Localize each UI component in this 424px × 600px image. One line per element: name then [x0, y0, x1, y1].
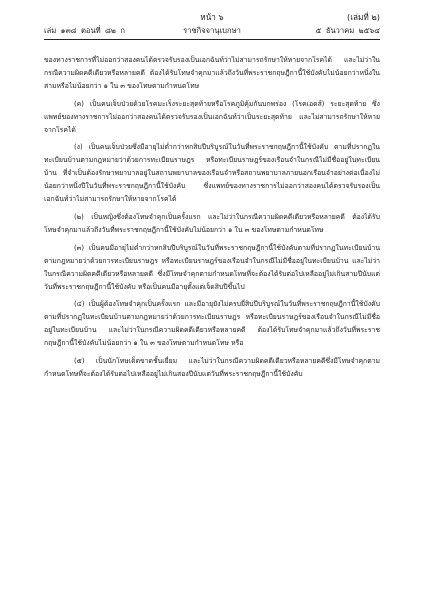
- volume-label: เล่ม ๑๓๘ ตอนที่ ๘๒ ก: [44, 26, 125, 35]
- paragraph-item-2: (๒) เป็นหญิงซึ่งต้องโทษจำคุกเป็นครั้งแรก และไม่ว่าในกรณีความผิดคดีเดียวหรือหลายคดี ต้องได้รับโทษจำคุกมาแล้วถึงวันที่พระราชกฤษฎีกานี้ใช้บังคับไม่น้อยกว่า ๑ ใน ๓ ของโทษตามกำหนดโทษ: [44, 212, 380, 234]
- paragraph-continuation: ของทางราชการที่ไม่ออกว่าสองคนได้ตรวจรับรองเป็นเอกฉันท์ว่าไม่สามารถรักษาให้หายจากโรคได้ และไม่ว่าในกรณีความผิดคดีเดียวหรือหลายคดี ต้องได้รับโทษจำคุกมาแล้วถึงวันที่พระราชกฤษฎีกานี้ใช้บังคับไม่น้อยกว่าหนึ่งในสามหรือไม่น้อยกว่า ๑ ใน ๓ ของโทษตามกำหนดโทษ: [44, 56, 380, 90]
- paragraph-item-d: (ง) เป็นคนเจ็บป่วยซึ่งมีอายุไม่ต่ำกว่าหกสิบปีบริบูรณ์ในวันที่พระราชกฤษฎีกานี้ใช้บังคับ ตามที่ปรากฏในทะเบียนบ้านตามกฎหมายว่าด้วยการทะเบียนราษฎร หรือทะเบียนราษฎร์ของเรือนจำในกรณีไม่มีชื่ออยู่ในทะเบียนบ้าน ที่จำเป็นต้องรักษาพยาบาลอยู่ในสถานพยาบาลของเรือนจำหรือสถานพยาบาลภายนอกเรือนจำอย่างต่อเนื่องไม่น้อยกว่าหนึ่งปีในวันที่พระราชกฤษฎีกานี้ใช้บังคับ ซึ่งแพทย์ของทางราชการไม่ออกว่าสองคนได้ตรวจรับรองเป็นเอกฉันท์ว่าไม่สามารถรักษาให้หายจากโรคได้: [44, 143, 380, 204]
- document-body: [44, 54, 380, 381]
- header-top-row: [44, 10, 380, 24]
- paragraph-item-c: (ค) เป็นคนเจ็บป่วยด้วยโรคมะเร็งระยะสุดท้ายหรือโรคภูมิคุ้มกันบกพร่อง (โรคเอดส์) ระยะสุดท้าย ซึ่งแพทย์ของทางราชการไม่ออกว่าสองคนได้ตรวจรับรองเป็นเอกฉันท์ว่าเป็นระยะสุดท้าย และไม่สามารถรักษาให้หายจากโรคได้: [44, 99, 380, 134]
- header-bottom-row: [44, 24, 380, 38]
- publication-title: ราชกิจจานุเบกษา: [183, 26, 241, 35]
- paragraph-item-3: (๓) เป็นคนมีอายุไม่ต่ำกว่าหกสิบปีบริบูรณ์ในวันที่พระราชกฤษฎีกานี้ใช้บังคับตามที่ปรากฏในทะเบียนบ้านตามกฎหมายว่าด้วยการทะเบียนราษฎร หรือทะเบียนราษฎร์ของเรือนจำในกรณีไม่มีชื่ออยู่ในทะเบียนบ้าน และไม่ว่าในกรณีความผิดคดีเดียวหรือหลายคดี ซึ่งมีโทษจำคุกตามกำหนดโทษที่จะต้องได้รับต่อไปเหลืออยู่ไม่เกินสามปีนับแต่วันที่พระราชกฤษฎีกานี้ใช้บังคับ หรือเป็นคนมีอายุตั้งแต่เจ็ดสิบปีขึ้นไป: [44, 243, 380, 291]
- header-divider: [44, 39, 380, 40]
- paragraph-item-5: (๕) เป็นนักโทษเด็ดขาดชั้นเยี่ยม และไม่ว่าในกรณีความผิดคดีเดียวหรือหลายคดีซึ่งมีโทษจำคุกตามกำหนดโทษที่จะต้องได้รับต่อไปเหลืออยู่ไม่เกินสองปีนับแต่วันที่พระราชกฤษฎีกานี้ใช้บังคับ: [44, 357, 380, 378]
- page-number: หน้า ๖: [200, 12, 224, 22]
- paragraph-item-4: (๔) เป็นผู้ต้องโทษจำคุกเป็นครั้งแรก และมีอายุยังไม่ครบยี่สิบปีบริบูรณ์ในวันที่พระราชกฤษฎีกานี้ใช้บังคับตามที่ปรากฏในทะเบียนบ้านตามกฎหมายว่าด้วยการทะเบียนราษฎร หรือทะเบียนราษฎร์ของเรือนจำในกรณีไม่มีชื่ออยู่ในทะเบียนบ้าน และไม่ว่าในกรณีความผิดคดีเดียวหรือหลายคดี ต้องได้รับโทษจำคุกมาแล้วถึงวันที่พระราชกฤษฎีกานี้ใช้บังคับไม่น้อยกว่า ๑ ใน ๓ ของโทษตามกำหนดโทษ หรือ: [44, 300, 380, 348]
- page-sequence-label: (เล่มที่ ๒): [347, 12, 380, 22]
- publication-date: ๕ ธันวาคม ๒๕๖๔: [315, 26, 380, 35]
